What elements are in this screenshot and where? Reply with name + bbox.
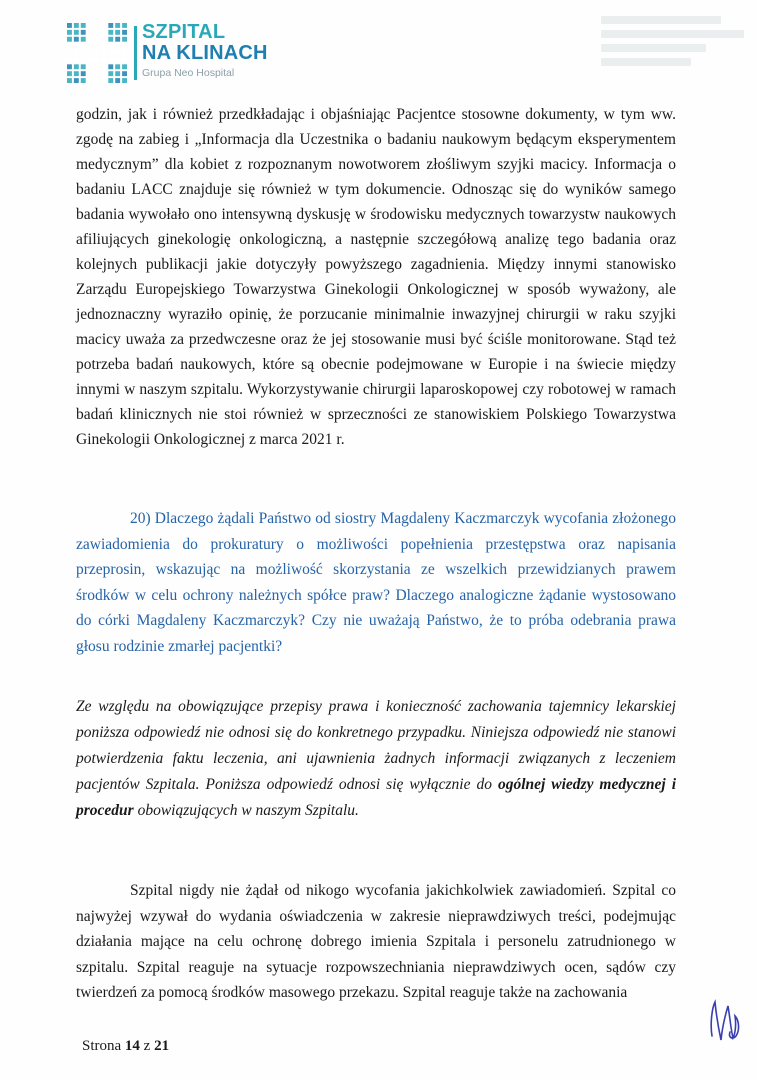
logo-dot (101, 64, 106, 69)
logo-dot (115, 51, 120, 56)
logo-dot (122, 23, 127, 28)
logo-dot (108, 23, 113, 28)
logo-dot (67, 37, 72, 42)
legal-disclaimer (76, 694, 676, 824)
logo-dot (67, 23, 72, 28)
logo-name-line2: NA KLINACH (142, 42, 268, 64)
logo-dot (101, 30, 106, 35)
logo-dot (88, 57, 93, 62)
logo-dot (88, 44, 93, 49)
logo-dot (122, 51, 127, 56)
logo-dot (95, 44, 100, 49)
logo-dot (95, 51, 100, 56)
logo-dot (81, 44, 86, 49)
logo-dot (95, 30, 100, 35)
logo-dot (108, 30, 113, 35)
logo-dot (101, 57, 106, 62)
logo-dot (108, 71, 113, 76)
logo-dot (88, 78, 93, 83)
paragraph-lacc-study (76, 102, 676, 452)
logo-dot (88, 23, 93, 28)
logo-dot (81, 57, 86, 62)
logo-dot (74, 37, 79, 42)
logo-dot (67, 51, 72, 56)
logo-dot (101, 44, 106, 49)
logo-dot (95, 78, 100, 83)
logo-dot (67, 78, 72, 83)
question-20 (76, 506, 676, 659)
logo-dot (101, 51, 106, 56)
logo-dot (101, 71, 106, 76)
logo-dot (122, 44, 127, 49)
logo-dot (115, 37, 120, 42)
logo-dot (122, 71, 127, 76)
logo-dot (74, 23, 79, 28)
logo-dot (74, 51, 79, 56)
logo-dot (101, 23, 106, 28)
logo-dot (108, 57, 113, 62)
logo-dot (74, 44, 79, 49)
logo-dot (88, 64, 93, 69)
logo-dot (95, 64, 100, 69)
footer-page-number: 14 (124, 1038, 140, 1054)
answer-text: Szpital nigdy nie żądał od nikogo wycofania jakichkolwiek zawiadomień. Szpital co najwyżej wzywał do wydania oświadczenia w zakresie nieprawdziwych treści, podejmując działania mające na celu ochronę dobrego imienia Szpitala i personelu zatrudnionego w szpitalu. Szpital reaguje na sytuacje rozpowszechniania nieprawdziwych ocen, sądów czy twierdzeń za pomocą środków masowego przekazu. Szpital reaguje także na zachowania (76, 882, 676, 1001)
logo-dot (81, 71, 86, 76)
logo-dot (115, 44, 120, 49)
disclaimer-text (76, 694, 676, 824)
logo-dot (108, 78, 113, 83)
logo-dot (108, 64, 113, 69)
logo-dot (81, 78, 86, 83)
footer-separator: z (143, 1038, 151, 1054)
logo-text (142, 22, 268, 79)
logo-dot (115, 71, 120, 76)
logo-dot (74, 78, 79, 83)
answer-20 (76, 878, 676, 1006)
logo-name-line1: SZPITAL (142, 21, 226, 43)
logo-dot (115, 64, 120, 69)
logo-dot (122, 78, 127, 83)
logo-dot (122, 57, 127, 62)
footer-total-pages: 21 (154, 1038, 170, 1054)
logo-dot (81, 64, 86, 69)
logo-dot (115, 23, 120, 28)
initials-signature (706, 996, 744, 1046)
logo-dot (81, 30, 86, 35)
logo-dot (67, 44, 72, 49)
logo-dot (88, 71, 93, 76)
logo-dot (95, 71, 100, 76)
disclaimer-part2: obowiązujących w naszym Szpitalu. (133, 802, 359, 819)
logo-dot (67, 30, 72, 35)
logo-dot (108, 44, 113, 49)
logo-group-name: Grupa Neo Hospital (142, 67, 235, 79)
logo-dot (95, 57, 100, 62)
bleed-through-text (601, 10, 751, 72)
logo-dot (81, 23, 86, 28)
logo-dot (88, 37, 93, 42)
logo-dot (74, 57, 79, 62)
logo-dot (67, 71, 72, 76)
logo-dot (115, 57, 120, 62)
logo-dot (74, 30, 79, 35)
logo-cross-icon (66, 22, 128, 84)
logo-dot (108, 51, 113, 56)
logo-dot (101, 37, 106, 42)
disclaimer-bold: ogólnej wiedzy medycznej i procedur (76, 776, 676, 819)
logo-dot (67, 64, 72, 69)
logo-separator (134, 26, 137, 80)
question-text: 20) Dlaczego żądali Państwo od siostry Magdaleny Kaczmarczyk wycofania złożonego zawiadomienia do prokuratury o możliwości popełnienia przestępstwa oraz napisania przeprosin, wskazując na możliwość skorzystania ze wszelkich przewidzianych prawem środków w celu ochrony należnych spółce praw? Dlaczego analogiczne żądanie wystosowano do córki Magdaleny Kaczmarczyk? Czy nie uważają Państwo, że to próba odebrania prawa głosu rodzinie zmarłej pacjentki? (76, 510, 676, 655)
paragraph-text: godzin, jak i również przedkładając i objaśniając Pacjentce stosowne dokumenty, w tym ww. zgodę na zabieg i „Informacja dla Uczestnika o badaniu naukowym będącym eksperymentem medycznym” dla kobiet z rozpoznanym nowotworem złośliwym szyjki macicy. Informacja o badaniu LACC znajduje się również w tym dokumencie. Odnosząc się do wyników samego badania wywołało ono intensywną dyskusję w środowisku medycznych towarzystw naukowych afiliujących ginekologię onkologiczną, a następnie szczegółową analizę tego badania oraz kolejnych publikacji jakie dotyczyły powyższego zagadnienia. Między innymi stanowisko Zarządu Europejskiego Towarzystwa Ginekologii Onkologicznej w sposób wyważony, ale jednoznaczny wyraziło opinię, że porzucanie minimalnie inwazyjnej chirurgii w raku szyjki macicy uważa za przedwczesne oraz że jej stosowanie musi być ściśle monitorowane. Stąd też potrzeba badań naukowych, które są obecnie podejmowane w Europie i na świecie między innymi w naszym szpitalu. Wykorzystywanie chirurgii laparoskopowej czy robotowej w ramach badań klinicznych nie stoi również w sprzeczności ze stanowiskiem Polskiego Towarzystwa Ginekologii Onkologicznej z marca 2021 r. (76, 106, 676, 448)
logo-dot (88, 30, 93, 35)
logo-dot (81, 37, 86, 42)
logo-dot (115, 30, 120, 35)
logo-dot (67, 57, 72, 62)
logo-dot (108, 37, 113, 42)
page-footer (82, 1038, 169, 1055)
logo-dot (122, 37, 127, 42)
logo-dot (101, 78, 106, 83)
logo-dot (122, 30, 127, 35)
disclaimer-part1: Ze względu na obowiązujące przepisy prawa i konieczność zachowania tajemnicy lekarskiej poniższa odpowiedź nie odnosi się do konkretnego przypadku. Niniejsza odpowiedź nie stanowi potwierdzenia faktu leczenia, ani ujawnienia żadnych informacji związanych z leczeniem pacjentów Szpitala. Poniższa odpowiedź odnosi się wyłącznie do (76, 698, 676, 793)
logo-dot (88, 51, 93, 56)
logo-dot (95, 23, 100, 28)
logo-dot (74, 64, 79, 69)
logo-dot (115, 78, 120, 83)
logo-dot (74, 71, 79, 76)
logo-dot (81, 51, 86, 56)
logo-dot (122, 64, 127, 69)
logo-dot (95, 37, 100, 42)
footer-prefix: Strona (82, 1038, 122, 1054)
